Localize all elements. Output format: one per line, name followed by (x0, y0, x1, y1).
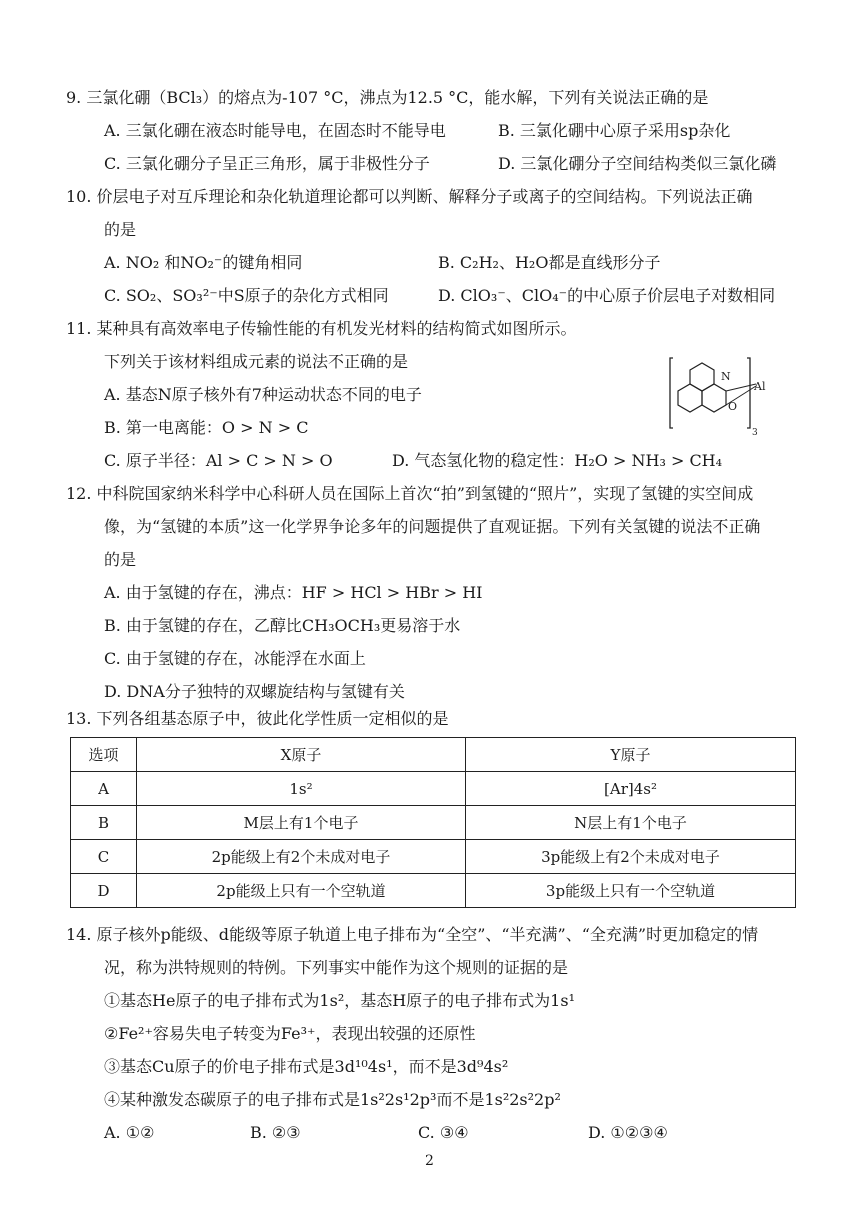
q13-table (70, 737, 796, 908)
table-cell: D (71, 874, 137, 908)
q12-stem-line3: 的是 (104, 550, 137, 569)
table-cell: 2p能级上有2个未成对电子 (137, 840, 466, 874)
table-cell: 3p能级上有2个未成对电子 (466, 840, 796, 874)
q14-statement-3: ③基态Cu原子的价电子排布式是3d¹⁰4s¹，而不是3d⁹4s² (104, 1057, 509, 1076)
table-cell: 1s² (137, 772, 466, 806)
q12-option-c: C. 由于氢键的存在，冰能浮在水面上 (104, 649, 366, 668)
q14-stem-line2: 况，称为洪特规则的特例。下列事实中能作为这个规则的证据的是 (104, 958, 569, 977)
q10-option-c: C. SO₂、SO₃²⁻中S原子的杂化方式相同 (104, 286, 389, 305)
q12-option-b: B. 由于氢键的存在，乙醇比CH₃OCH₃更易溶于水 (104, 616, 461, 635)
table-cell: 2p能级上只有一个空轨道 (137, 874, 466, 908)
q14-option-b: B. ②③ (250, 1123, 301, 1142)
q11-option-c: C. 原子半径：Al > C > N > O (104, 451, 333, 470)
table-cell: A (71, 772, 137, 806)
struct-label-o: O (728, 400, 738, 413)
q12-stem-line2: 像，为“氢键的本质”这一化学界争论多年的问题提供了直观证据。下列有关氢键的说法不正确 (104, 517, 761, 536)
q14-statement-2: ②Fe²⁺容易失电子转变为Fe³⁺，表现出较强的还原性 (104, 1024, 476, 1043)
q12-option-a: A. 由于氢键的存在，沸点：HF > HCl > HBr > HI (104, 583, 483, 602)
q9-stem: 9. 三氯化硼（BCl₃）的熔点为-107 °C，沸点为12.5 °C，能水解，下列有关说法正确的是 (66, 88, 709, 107)
struct-label-n: N (721, 370, 731, 383)
table-cell: [Ar]4s² (466, 772, 796, 806)
q9-option-d: D. 三氯化硼分子空间结构类似三氯化磷 (498, 154, 777, 173)
q9-option-a: A. 三氯化硼在液态时能导电，在固态时不能导电 (104, 121, 446, 140)
table-header-cell: Y原子 (466, 738, 796, 772)
table-row (71, 840, 796, 874)
q9-option-c: C. 三氯化硼分子呈正三角形，属于非极性分子 (104, 154, 430, 173)
q13-stem: 13. 下列各组基态原子中，彼此化学性质一定相似的是 (66, 709, 449, 728)
q14-option-d: D. ①②③④ (588, 1123, 668, 1142)
q12-stem-line1: 12. 中科院国家纳米科学中心科研人员在国际上首次“拍”到氢键的“照片”，实现了氢键的实空间成 (66, 484, 754, 503)
struct-label-al: Al (754, 380, 766, 393)
q10-option-d: D. ClO₃⁻、ClO₄⁻的中心原子价层电子对数相同 (438, 286, 776, 305)
q14-option-c: C. ③④ (418, 1123, 469, 1142)
q14-statement-1: ①基态He原子的电子排布式为1s²，基态H原子的电子排布式为1s¹ (104, 991, 575, 1010)
q10-option-b: B. C₂H₂、H₂O都是直线形分子 (438, 253, 661, 272)
q14-stem-line1: 14. 原子核外p能级、d能级等原子轨道上电子排布为“全空”、“半充满”、“全充满”时更加稳定的情 (66, 925, 759, 944)
table-cell: M层上有1个电子 (137, 806, 466, 840)
q9-option-b: B. 三氯化硼中心原子采用sp杂化 (498, 121, 731, 140)
q10-option-a: A. NO₂ 和NO₂⁻的键角相同 (104, 253, 303, 272)
q10-stem-line2: 的是 (104, 220, 137, 239)
table-header-cell: 选项 (71, 738, 137, 772)
table-cell: B (71, 806, 137, 840)
table-cell: C (71, 840, 137, 874)
q14-statement-4: ④某种激发态碳原子的电子排布式是1s²2s¹2p³而不是1s²2s²2p² (104, 1090, 561, 1109)
table-header-cell: X原子 (137, 738, 466, 772)
q11-option-a: A. 基态N原子核外有7种运动状态不同的电子 (104, 385, 422, 404)
q12-option-d: D. DNA分子独特的双螺旋结构与氢键有关 (104, 682, 405, 701)
q10-stem-line1: 10. 价层电子对互斥理论和杂化轨道理论都可以判断、解释分子或离子的空间结构。下列说法正确 (66, 187, 753, 206)
table-row (71, 874, 796, 908)
table-header-row (71, 738, 796, 772)
q11-stem-line1: 11. 某种具有高效率电子传输性能的有机发光材料的结构简式如图所示。 (66, 319, 577, 338)
alq3-structure-diagram (668, 356, 768, 436)
q11-option-b: B. 第一电离能：O > N > C (104, 418, 309, 437)
table-row (71, 772, 796, 806)
struct-subscript: 3 (752, 428, 758, 436)
page-number: 2 (425, 1153, 434, 1169)
q11-stem-line2: 下列关于该材料组成元素的说法不正确的是 (104, 352, 409, 371)
table-row (71, 806, 796, 840)
q14-option-a: A. ①② (104, 1123, 155, 1142)
table-cell: N层上有1个电子 (466, 806, 796, 840)
table-cell: 3p能级上只有一个空轨道 (466, 874, 796, 908)
q11-option-d: D. 气态氢化物的稳定性：H₂O > NH₃ > CH₄ (392, 451, 723, 470)
